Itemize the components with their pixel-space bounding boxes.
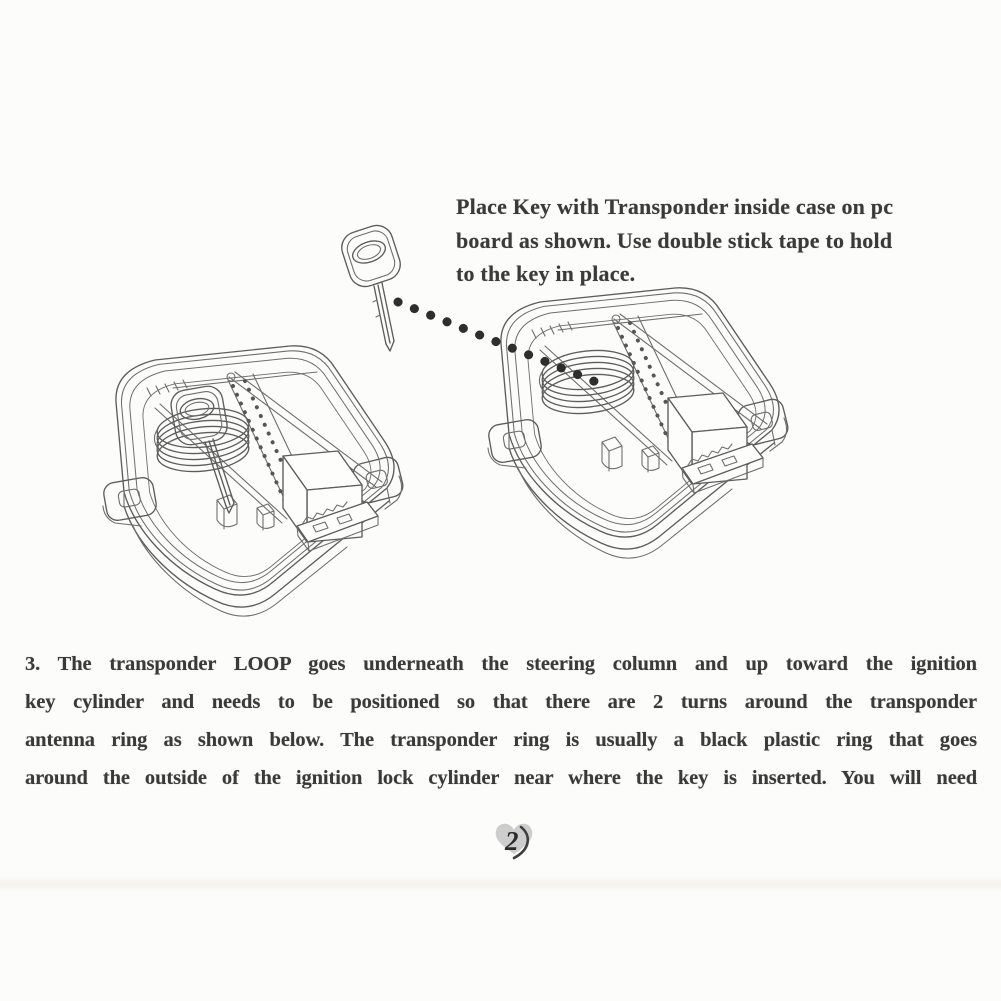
page-number-heart	[492, 818, 536, 864]
placement-dotted-path	[398, 302, 596, 382]
scan-artifact-band	[0, 876, 1001, 892]
page-number: 2	[505, 826, 519, 856]
step-3-line-1: 3. The transponder LOOP goes underneath the steering column and up toward the ignition	[25, 653, 977, 675]
placement-note-line-3: to the key in place.	[456, 261, 636, 286]
car-key-illustration	[338, 221, 405, 351]
placement-note-line-2: board as shown. Use double stick tape to hold	[456, 227, 893, 253]
step-3-paragraph	[25, 645, 977, 797]
step-3-line-2: key cylinder and needs to be positioned so that there are 2 turns around the transponder	[25, 691, 977, 713]
step-3-line-3: antenna ring as shown below. The transponder ring is usually a black plastic ring that goes	[25, 729, 977, 751]
placement-note-line-1: Place Key with Transponder inside case on pc	[456, 194, 894, 219]
key-placement-overlay	[330, 215, 620, 395]
step-3-line-4: around the outside of the ignition lock cylinder near where the key is inserted. You will need	[25, 767, 977, 789]
car-key-blade	[373, 283, 394, 351]
